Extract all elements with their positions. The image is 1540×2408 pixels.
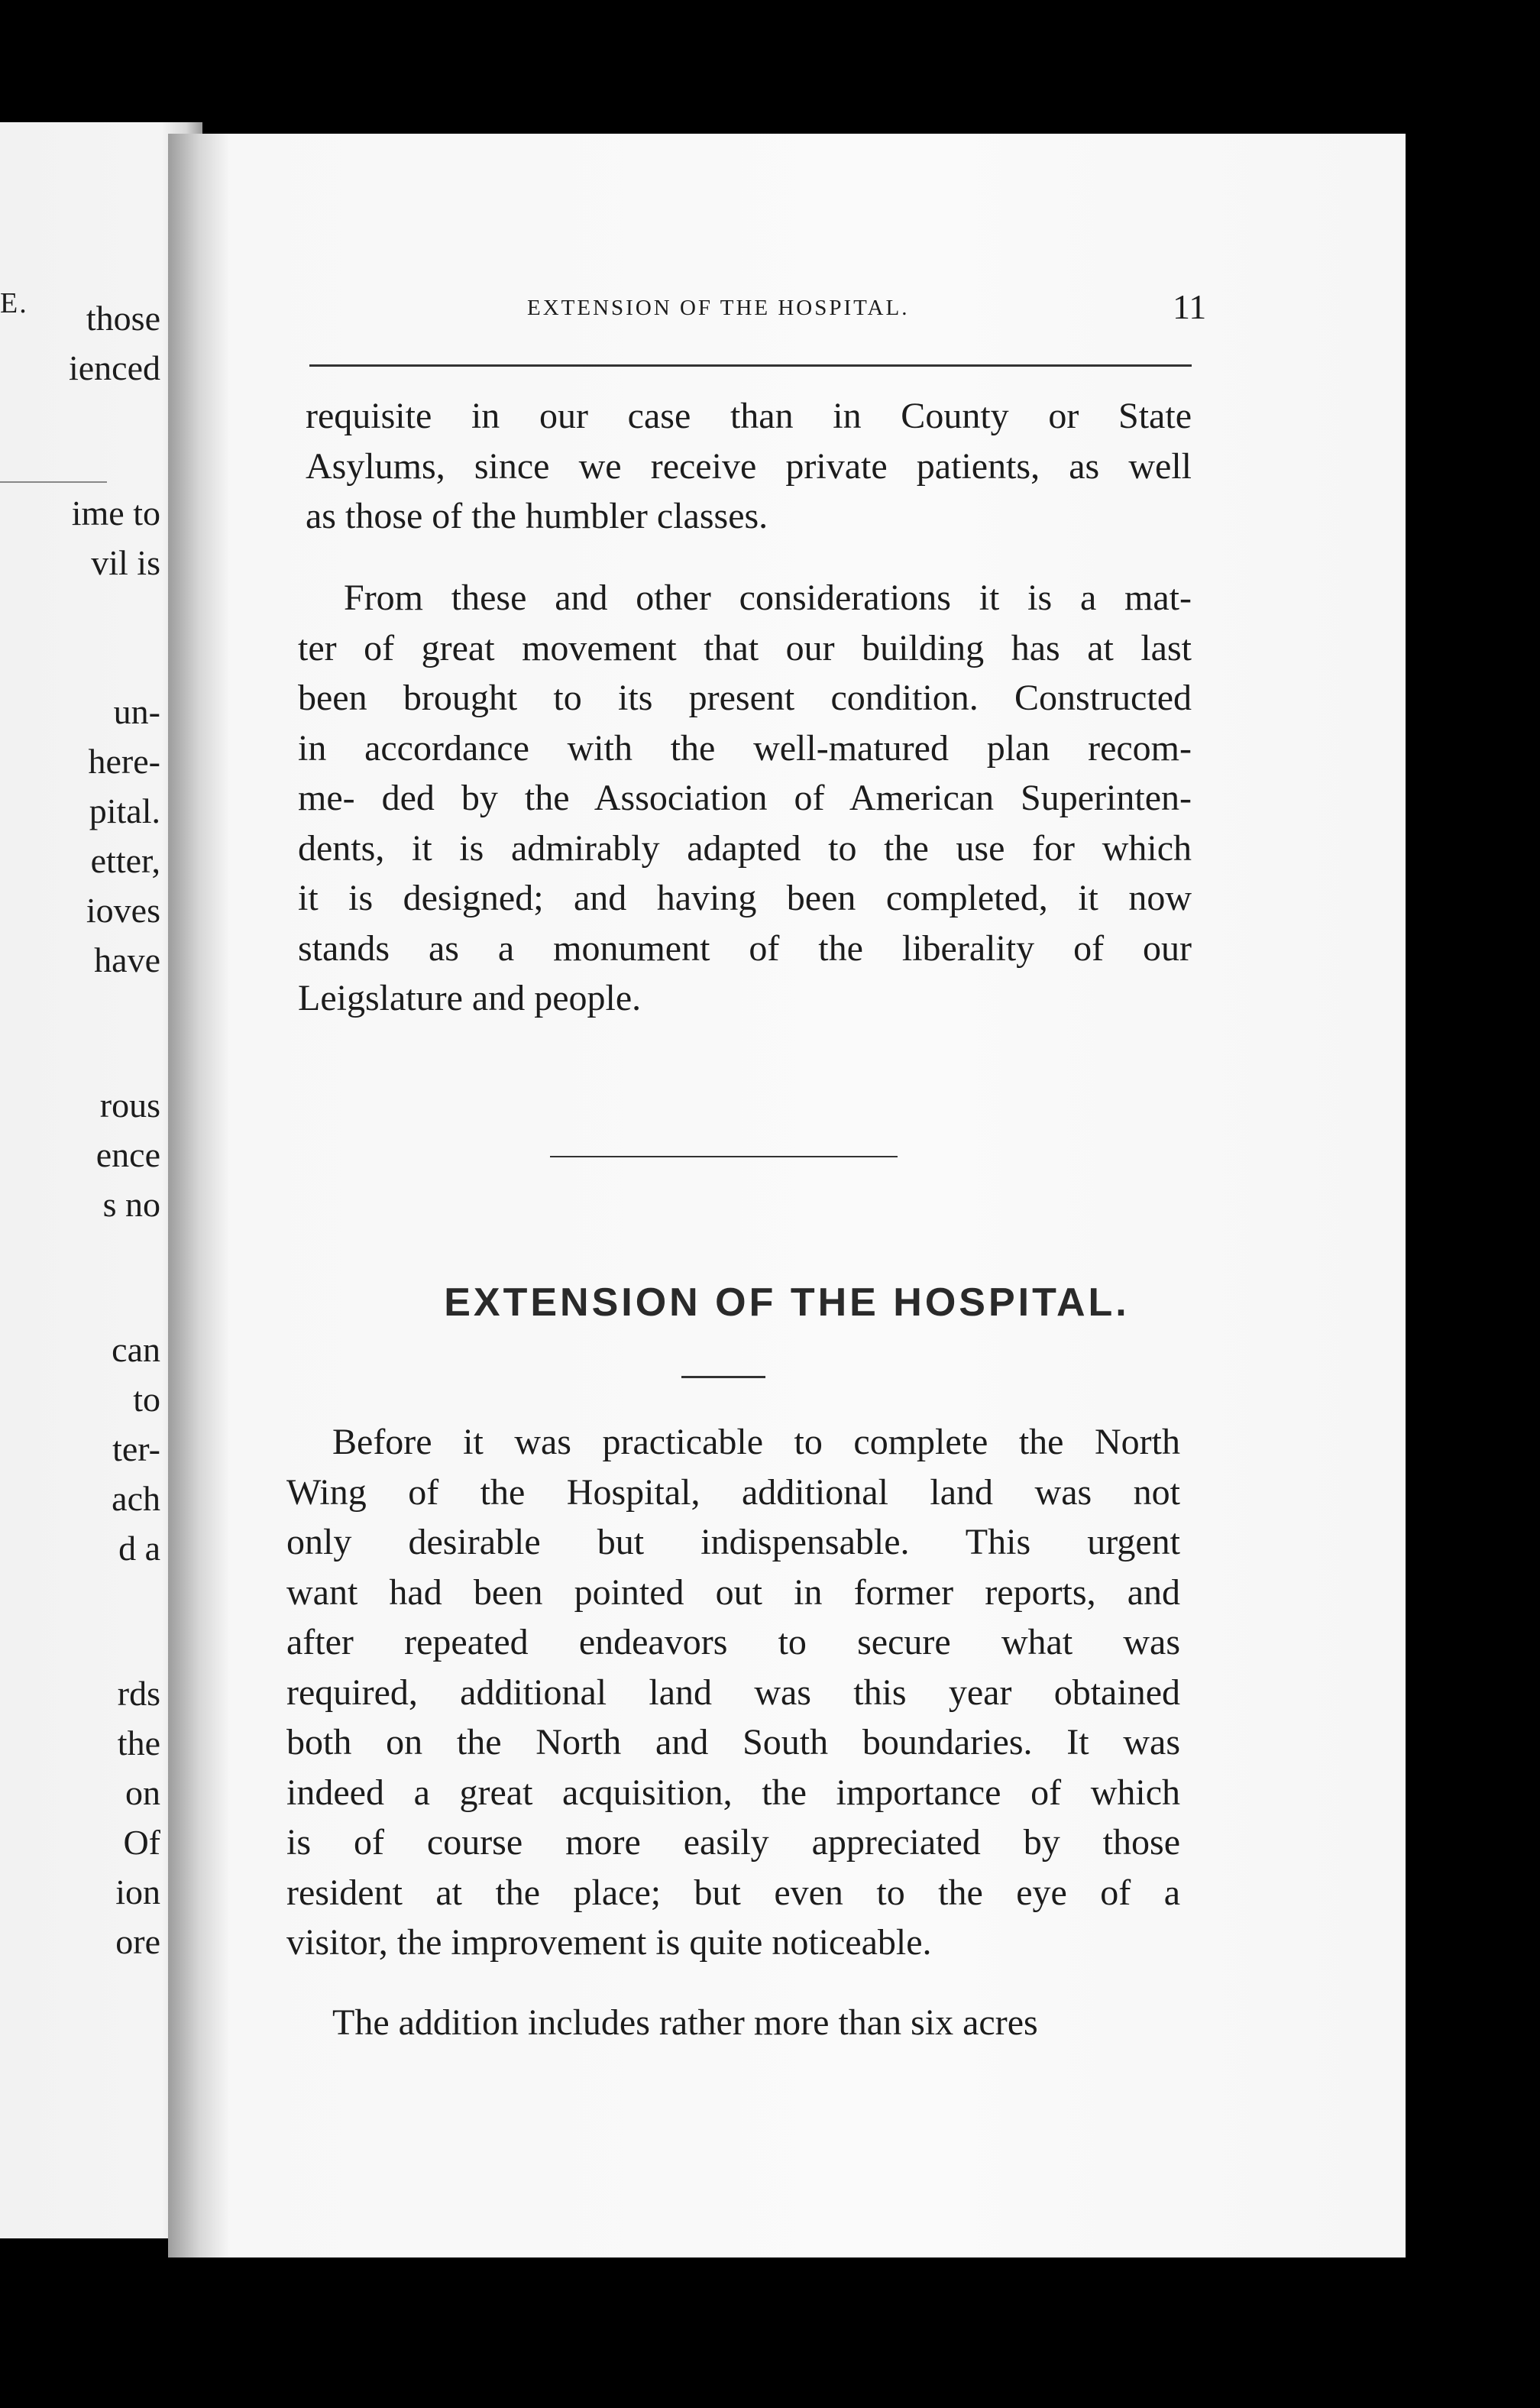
paragraph-3	[286, 1417, 1180, 1968]
left-running-head: E.	[0, 287, 28, 319]
left-line-fragment: d a	[118, 1529, 160, 1568]
header-rule	[309, 364, 1192, 367]
left-line-fragment: those	[86, 299, 160, 338]
left-line-fragment: here-	[88, 742, 160, 781]
left-line-fragment: have	[94, 940, 160, 979]
text-line: in accordance with the well-matured plan recom-	[298, 727, 1192, 769]
left-line-fragment: etter,	[90, 841, 160, 880]
left-line-fragment: vil is	[91, 543, 160, 582]
left-line-fragment: ore	[115, 1922, 160, 1961]
running-head: EXTENSION OF THE HOSPITAL.	[527, 296, 910, 320]
paragraph-4	[286, 1998, 1180, 2048]
text-line: resident at the place; but even to the eye of a	[286, 1872, 1180, 1913]
text-line: want had been pointed out in former reports, and	[286, 1571, 1180, 1613]
page-number: 11	[1173, 287, 1207, 326]
paragraph-2	[298, 573, 1192, 1024]
left-line-fragment: un-	[113, 692, 160, 731]
left-line-fragment: on	[125, 1773, 160, 1812]
text-line: requisite in our case than in County or State	[306, 396, 1192, 436]
text-line: From these and other considerations it is a mat-	[344, 578, 1192, 618]
text-line: both on the North and South boundaries. It was	[286, 1722, 1180, 1762]
left-line-fragment: to	[133, 1380, 160, 1419]
title-underline	[681, 1376, 765, 1378]
text-line: visitor, the improvement is quite noticeable.	[286, 1922, 932, 1963]
left-line-fragment: the	[117, 1723, 160, 1762]
text-line: ter of great movement that our building has at last	[298, 627, 1192, 668]
text-line: Before it was practicable to complete the North	[332, 1422, 1180, 1462]
text-line: stands as a monument of the liberality of our	[298, 927, 1192, 969]
left-head-rule	[0, 481, 107, 483]
section-divider	[550, 1156, 898, 1157]
text-line: me- ded by the Association of American Superinten-	[298, 778, 1192, 818]
text-line: as those of the humbler classes.	[306, 496, 768, 536]
left-line-fragment: rds	[117, 1674, 160, 1713]
left-line-fragment: can	[112, 1330, 160, 1369]
text-line: Leigslature and people.	[298, 978, 642, 1018]
left-line-fragment: ter-	[112, 1429, 160, 1468]
text-line: Asylums, since we receive private patients, as well	[306, 445, 1192, 487]
text-line: The addition includes rather more than six acres	[332, 2002, 1038, 2043]
left-line-fragment: Of	[123, 1823, 160, 1862]
left-line-fragment: ion	[115, 1872, 160, 1911]
text-line: after repeated endeavors to secure what was	[286, 1622, 1180, 1662]
text-line: dents, it is admirably adapted to the use for which	[298, 827, 1192, 869]
text-line: been brought to its present condition. Constructed	[298, 678, 1192, 718]
text-line: only desirable but indispensable. This urgent	[286, 1522, 1180, 1562]
left-line-fragment: ioves	[86, 891, 160, 930]
section-title: EXTENSION OF THE HOSPITAL.	[444, 1280, 1130, 1325]
text-line: it is designed; and having been completed, it now	[298, 878, 1192, 918]
left-line-fragment: ach	[112, 1479, 160, 1518]
left-line-fragment: ence	[95, 1135, 160, 1174]
text-line: Wing of the Hospital, additional land was not	[286, 1471, 1180, 1513]
paragraph-1	[306, 391, 1192, 542]
left-line-fragment: s no	[102, 1185, 160, 1224]
left-line-fragment: ienced	[68, 348, 160, 387]
left-line-fragment: pital.	[89, 791, 160, 830]
text-line: indeed a great acquisition, the importance of which	[286, 1772, 1180, 1813]
text-line: is of course more easily appreciated by those	[286, 1822, 1180, 1863]
left-line-fragment: rous	[99, 1086, 160, 1125]
right-page	[168, 134, 1406, 2258]
left-line-fragment: ime to	[71, 494, 160, 532]
text-line: required, additional land was this year obtained	[286, 1672, 1180, 1713]
